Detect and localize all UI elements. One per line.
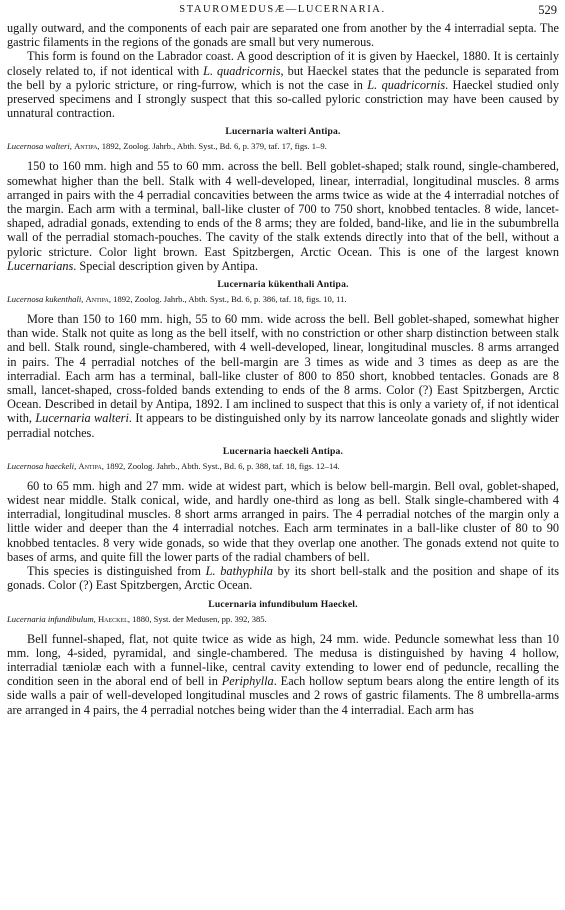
italic-term: Lucernaria walteri (35, 411, 129, 426)
genus-name: Periphylla (221, 674, 274, 689)
text-run: . Special description given by Antipa. (73, 258, 259, 273)
labrador-paragraph (7, 49, 559, 120)
species-description (7, 632, 559, 717)
page-body (7, 21, 559, 717)
text-run: 150 to 160 mm. high and 55 to 60 mm. across the bell. Bell goblet-shaped; stalk round, single-chambered, somewhat higher than the bell. Stalk with 4 well-developed, linear, interradial, longitudinal muscles. 8 arms arranged in pairs with the 4 perradial concavities between the arms twice as wide at the 4 interradial notches of the margin. Each arm with a terminal, ball-like cluster of 700 to 750 short, knobbed tentacles. 8 wide, lancet-shaped, adradial gonads, extending to ends of the 8 arms; they are folded, band-like, and lie in the subumbrella wall of the perradial stomach-pouches. The cavity of the stalk extends directly into that of the bell, without a pyloric stricture. Color light brown. East Spitzbergen, Arctic Ocean. This is one of the largest known (7, 159, 559, 259)
continuation-paragraph: ugally outward, and the components of each pair are separated one from another by the 4 interradial septa. The gastric filaments in the regions of the gonads are small but very numerous. (7, 21, 559, 50)
species-name: L. quadricornis (203, 63, 281, 78)
text-run: . Haeckel studied only preserved specimens and I strongly suspect that this so-called pyloric constriction may have been caused by unnatural contraction. (7, 77, 559, 121)
citation-rest: , 1892, Zoolog. Jahrb., Abth. Syst., Bd. 6, p. 388, taf. 18, figs. 12–14. (101, 460, 340, 471)
species-citation: Lucernosa kukenthali, Antipa, 1892, Zoolog. Jahrb., Abth. Syst., Bd. 6, p. 386, taf. 18, figs. 10, 11. (7, 294, 347, 305)
text-run: Bell funnel-shaped, flat, not quite twice as wide as high, 24 mm. wide. Peduncle somewhat less than 10 mm. long, 4-sided, pyramidal, and single-chambered. The medusa is distinguished by having 4 hollow, interradial tæniolæ each with a funnel-like, central cavity extending to lower end of peduncle, recalling the condition seen in the aboral end of bell in (7, 631, 559, 689)
citation-rest: , 1892, Zoolog. Jahrb., Abth. Syst., Bd. 6, p. 379, taf. 17, figs. 1–9. (97, 141, 327, 152)
species-citation: Lucernosa haeckeli, Antipa, 1892, Zoolog. Jahrb., Abth. Syst., Bd. 6, p. 388, taf. 18, figs. 12–14. (7, 460, 340, 471)
species-description (7, 312, 559, 440)
citation-author: Antipa (74, 141, 98, 152)
species-remark (7, 564, 559, 592)
running-head (0, 4, 565, 20)
species-name: L. quadricornis (367, 77, 446, 92)
citation-name: Lucernaria infundibulum (7, 613, 94, 624)
text-run: by its short bell-stalk and the position and shape of its gonads. Color (?) East Spitzbergen, Arctic Ocean. (7, 564, 560, 593)
species-citation: Lucernosa walteri, Antipa, 1892, Zoolog. Jahrb., Abth. Syst., Bd. 6, p. 379, taf. 17, figs. 1–9. (7, 141, 327, 152)
citation-rest: , 1880, Syst. der Medusen, pp. 392, 385. (127, 613, 267, 624)
citation-rest: , 1892, Zoolog. Jahrb., Abth. Syst., Bd. 6, p. 386, taf. 18, figs. 10, 11. (108, 294, 347, 305)
citation-author: Antipa (78, 460, 102, 471)
text-run: , but Haeckel states that the peduncle is separated from the bell by a pyloric stricture, or ring-furrow, which is not the case in (7, 63, 559, 92)
species-description: 60 to 65 mm. high and 27 mm. wide at widest part, which is below bell-margin. Bell oval, goblet-shaped, widest near middle. Stalk conical, wide, and hardly one-third as long as bell. Stalk single-chambered with 4 interradial, longitudinal muscles. 8 short arms arranged in pairs. The 4 perradial notches of the margin only a little wider and deeper than the 4 interradial notches. Each arm terminates in a ball-like cluster of 80 to 90 knobbed tentacles. 8 very wide gonads, so wide that they overlap one another. The gonads extend not quite to bases of arms, and quite fill the lower parts of the radial chambers of bell. (7, 478, 559, 564)
citation-name: Lucernosa kukenthali (7, 294, 82, 305)
species-description (7, 159, 559, 273)
running-title: STAUROMEDUSÆ—LUCERNARIA. (179, 4, 386, 15)
text-run: This species is distinguished from (27, 564, 206, 579)
species-heading: Lucernaria kükenthali Antipa. (217, 279, 349, 291)
species-heading: Lucernaria haeckeli Antipa. (222, 445, 344, 457)
text-run: . It appears to be distinguished only by its narrow lanceolate gonads and slightly wider perradial notches. (7, 411, 560, 440)
text-run: . Each hollow septum bears along the entire length of its side walls a pair of well-developed longitudinal muscles and 2 rows of gastric filaments. The 8 umbrella-arms are arranged in 4 pairs, the 4 perradial notches being wider than the 4 interradial. Each arm has (7, 674, 559, 717)
text-run: This form is found on the Labrador coast. A good description of it is given by Haeckel, 1880. It is certainly closely related to, if not identical with (7, 49, 559, 78)
text-run: More than 150 to 160 mm. high, 55 to 60 mm. wide across the bell. Bell goblet-shaped, somewhat higher than wide. Stalk not quite as long as the bell itself, with no constriction or other sharp distinction between stalk and bell. Stalk round, single-chambered, with 4 well-developed, linear, longitudinal muscles. 8 arms arranged in pairs. The 4 perradial notches of the bell-margin are 3 times as wide and 3 times as deep as are the interradial. Each arm has a terminal, ball-like cluster of 800 to 850 short, knobbed tentacles. Gonads are 8 small, lancet-shaped, cross-folded bands extending to ends of the 8 arms. Color (?) East Spitzbergen, Arctic Ocean. Described in detail by Antipa, 1892. I am inclined to suspect that this is only a variety of, if not identical with, (7, 312, 559, 426)
page-number: 529 (538, 3, 557, 17)
species-citation: Lucernaria infundibulum, Haeckel, 1880, Syst. der Medusen, pp. 392, 385. (7, 613, 267, 624)
species-name: L. bathyphila (205, 564, 273, 579)
citation-name: Lucernosa walteri (7, 141, 70, 152)
citation-author: Antipa (85, 294, 109, 305)
italic-term: Lucernarians (7, 258, 74, 273)
citation-name: Lucernosa haeckeli (7, 460, 75, 471)
species-heading: Lucernaria walteri Antipa. (225, 126, 341, 138)
citation-author: Haeckel (97, 613, 128, 624)
species-heading: Lucernaria infundibulum Haeckel. (208, 598, 358, 610)
